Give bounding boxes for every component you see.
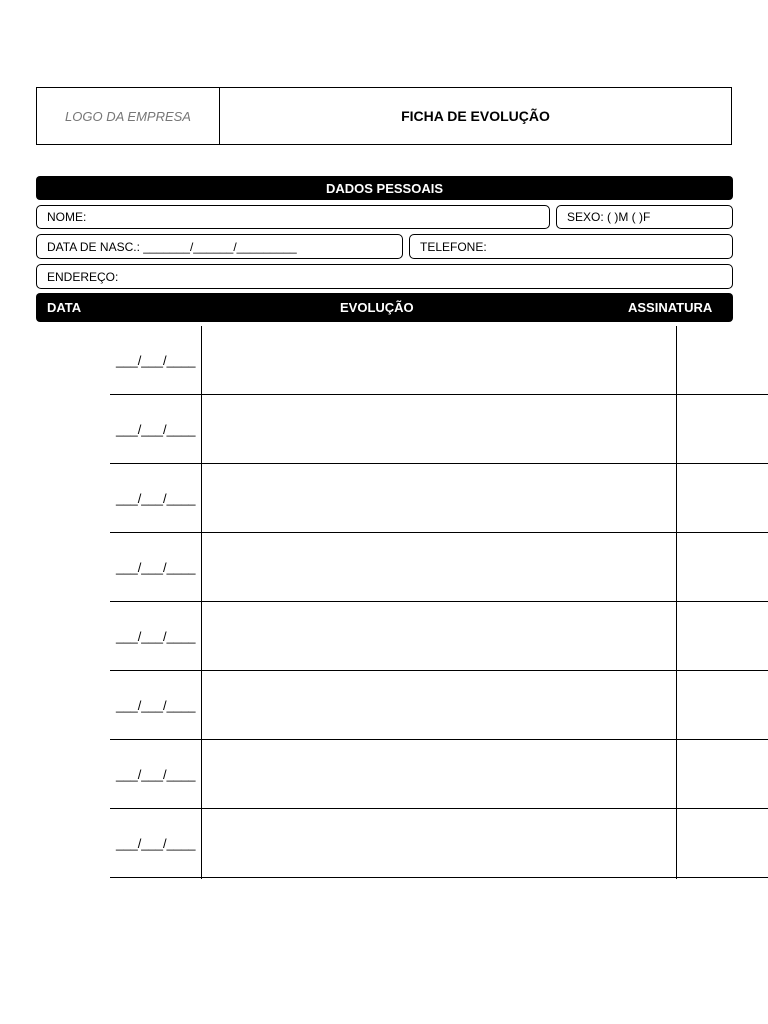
row-date[interactable]: ___/___/____	[116, 767, 196, 782]
company-logo-placeholder: LOGO DA EMPRESA	[37, 88, 220, 144]
form-header	[36, 87, 732, 145]
row-date[interactable]: ___/___/____	[116, 491, 196, 506]
row-date[interactable]: ___/___/____	[116, 698, 196, 713]
phone-label: TELEFONE:	[420, 239, 487, 254]
column-evolution: EVOLUÇÃO	[340, 300, 414, 315]
table-row[interactable]	[110, 395, 768, 464]
row-date[interactable]: ___/___/____	[116, 629, 196, 644]
table-row[interactable]	[110, 809, 768, 878]
row-date[interactable]: ___/___/____	[116, 422, 196, 437]
personal-data-header: DADOS PESSOAIS	[36, 176, 733, 200]
table-row[interactable]	[110, 533, 768, 602]
row-date[interactable]: ___/___/____	[116, 560, 196, 575]
row-date[interactable]: ___/___/____	[116, 836, 196, 851]
address-label: ENDEREÇO:	[47, 269, 119, 284]
birth-date-label: DATA DE NASC.: _______/______/_________	[47, 239, 297, 254]
form-title: FICHA DE EVOLUÇÃO	[401, 108, 550, 124]
table-row[interactable]	[110, 671, 768, 740]
table-row[interactable]	[110, 602, 768, 671]
evolution-table	[110, 326, 768, 878]
name-label: NOME:	[47, 210, 87, 224]
table-row[interactable]	[110, 326, 768, 395]
column-signature: ASSINATURA	[628, 300, 713, 315]
table-row[interactable]	[110, 464, 768, 533]
birth-date-field[interactable]	[36, 234, 403, 259]
name-field[interactable]	[36, 205, 550, 229]
column-date: DATA	[47, 300, 82, 315]
row-date[interactable]: ___/___/____	[116, 353, 196, 368]
sex-label: SEXO: ( )M ( )F	[567, 210, 651, 224]
table-row[interactable]	[110, 740, 768, 809]
sex-field[interactable]	[556, 205, 733, 229]
phone-field[interactable]	[409, 234, 733, 259]
address-field[interactable]	[36, 264, 733, 289]
evolution-table-header	[36, 293, 733, 322]
